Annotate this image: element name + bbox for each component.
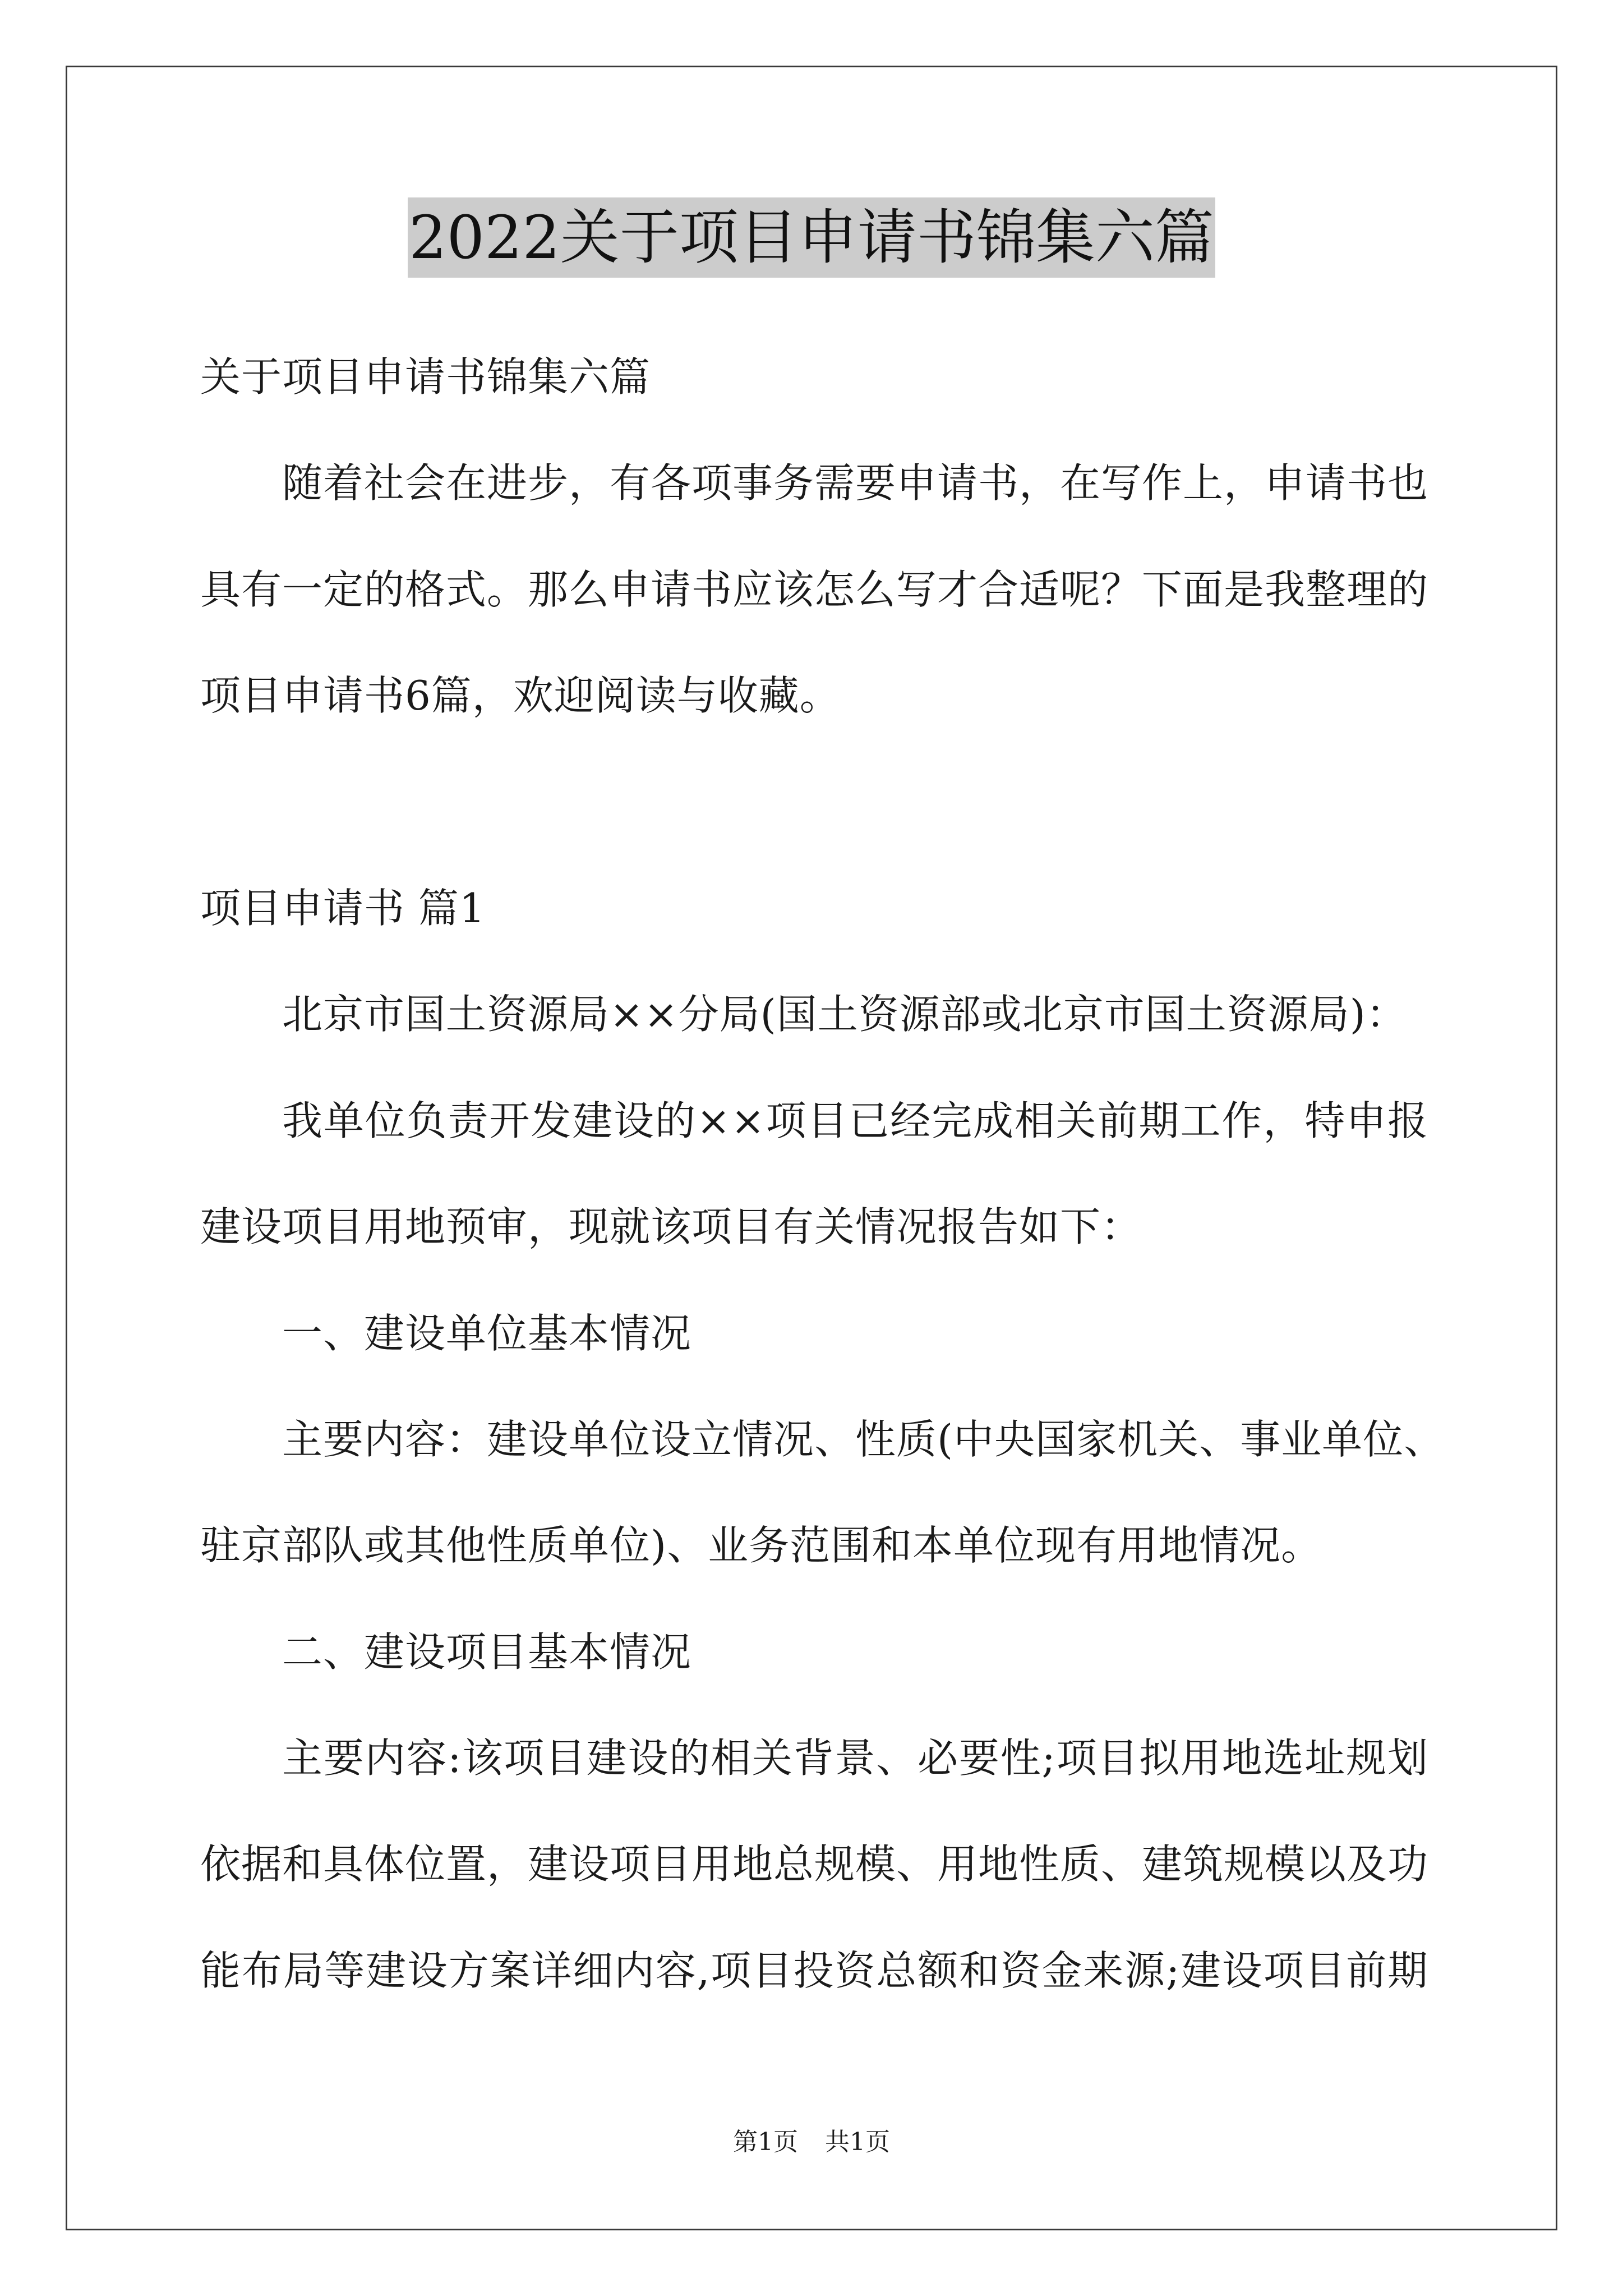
body-line: 建设项目用地预审，现就该项目有关情况报告如下： <box>200 1203 1142 1251</box>
content-paragraph <box>200 1387 1445 1599</box>
body-line: 驻京部队或其他性质单位)、业务范围和本单位现有用地情况。 <box>200 1522 1322 1570</box>
subsection-heading <box>200 1599 1428 1705</box>
body-line: 一、建设单位基本情况 <box>282 1309 692 1357</box>
opening-paragraph <box>200 1068 1428 1281</box>
subsection-heading <box>200 1281 1428 1387</box>
body-line: 我单位负责开发建设的××项目已经完成相关前期工作，特申报 <box>282 1097 1428 1144</box>
body-line: 关于项目申请书锦集六篇 <box>200 353 651 401</box>
page-number: 第1页 <box>733 2128 798 2156</box>
section-heading <box>200 855 1428 961</box>
document-subtitle <box>200 324 1428 430</box>
body-line: 二、建设项目基本情况 <box>282 1628 692 1676</box>
body-line: 依据和具体位置，建设项目用地总规模、用地性质、建筑规模以及功 <box>200 1841 1429 1888</box>
document-title: 2022关于项目申请书锦集六篇 <box>408 197 1215 278</box>
content-paragraph <box>200 1705 1428 2024</box>
page-footer <box>0 2125 1623 2159</box>
document-body <box>200 324 1445 2024</box>
title-area <box>0 197 1623 278</box>
body-line: 随着社会在进步，有各项事务需要申请书，在写作上，申请书也 <box>282 459 1429 507</box>
blank-line <box>200 749 1428 855</box>
body-line: 具有一定的格式。那么申请书应该怎么写才合适呢？下面是我整理的 <box>200 565 1429 613</box>
body-line: 主要内容:该项目建设的相关背景、必要性;项目拟用地选址规划 <box>282 1734 1428 1782</box>
intro-paragraph <box>200 430 1428 749</box>
body-line: 项目申请书 篇1 <box>200 884 486 932</box>
addressee-paragraph <box>200 961 1428 1068</box>
body-line: 主要内容：建设单位设立情况、性质(中央国家机关、事业单位、 <box>282 1415 1445 1463</box>
body-line: 能布局等建设方案详细内容,项目投资总额和资金来源;建设项目前期 <box>200 1947 1428 1994</box>
page-total: 共1页 <box>825 2128 890 2156</box>
body-line: 项目申请书6篇，欢迎阅读与收藏。 <box>200 672 841 720</box>
body-line: 北京市国土资源局××分局(国土资源部或北京市国土资源局)： <box>282 991 1407 1038</box>
